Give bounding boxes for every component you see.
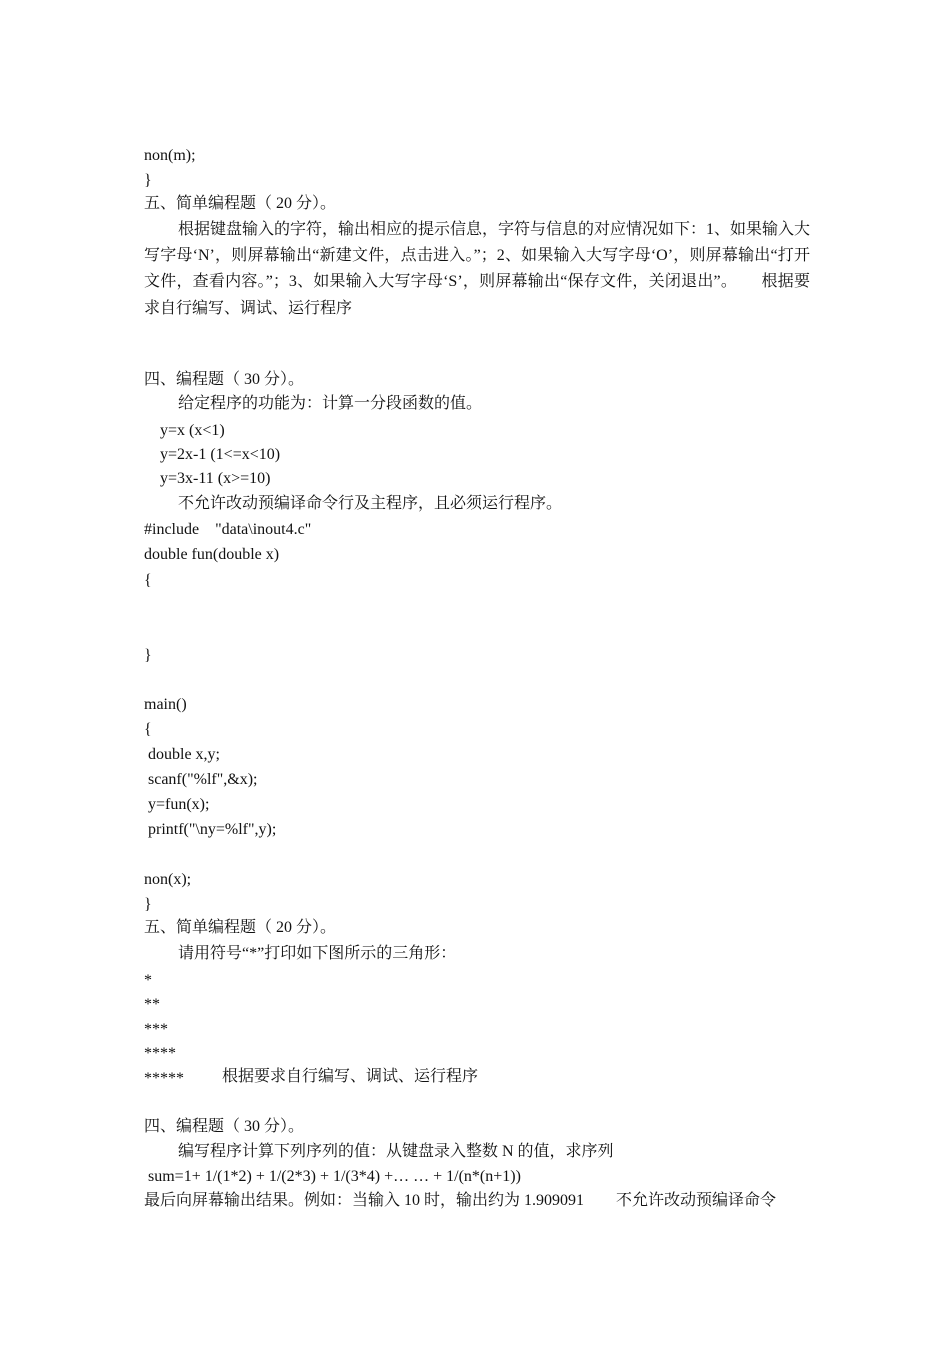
- problem-text: 最后向屏幕输出结果。例如：当输入 10 时，输出约为 1.909091 不允许改动预编译命令: [144, 1192, 777, 1209]
- code-line: printf("\ny=%lf",y);: [144, 821, 277, 838]
- triangle-row: ****: [144, 1045, 176, 1062]
- code-line: double x,y;: [144, 746, 220, 763]
- section-heading: 五、简单编程题（ 20 分）。: [144, 919, 337, 936]
- problem-intro: 请用符号“*”打印如下图所示的三角形：: [178, 945, 457, 962]
- triangle-row: *: [144, 972, 152, 989]
- triangle-row: *****: [144, 1070, 184, 1087]
- section-heading: 五、简单编程题（ 20 分）。: [144, 195, 337, 212]
- section-heading: 四、编程题（ 30 分）。: [144, 371, 305, 388]
- triangle-row: **: [144, 996, 160, 1013]
- formula-line: sum=1+ 1/(1*2) + 1/(2*3) + 1/(3*4) +… … + 1/(n*(n+1)): [144, 1168, 521, 1185]
- formula-line: y=x (x<1): [160, 422, 225, 439]
- code-line: y=fun(x);: [144, 796, 210, 813]
- code-line: non(m);: [144, 147, 196, 164]
- code-line: non(x);: [144, 871, 192, 888]
- code-line: main(): [144, 696, 187, 713]
- code-line: {: [144, 572, 152, 589]
- code-line: }: [144, 896, 152, 913]
- problem-intro: 给定程序的功能为：计算一分段函数的值。: [178, 395, 483, 412]
- formula-line: y=2x-1 (1<=x<10): [160, 446, 281, 463]
- problem-note: 不允许改动预编译命令行及主程序，且必须运行程序。: [178, 495, 563, 512]
- code-line: scanf("%lf",&x);: [144, 771, 258, 788]
- formula-line: y=3x-11 (x>=10): [160, 470, 271, 487]
- problem-tail: 根据要求自行编写、调试、运行程序: [222, 1068, 479, 1085]
- section-heading: 四、编程题（ 30 分）。: [144, 1118, 305, 1135]
- code-line: {: [144, 721, 152, 738]
- code-line: double fun(double x): [144, 546, 280, 563]
- code-line: }: [144, 647, 152, 664]
- problem-paragraph: 根据键盘输入的字符，输出相应的提示信息，字符与信息的对应情况如下：1、如果输入大写字母‘N’，则屏幕输出“新建文件，点击进入。”；2、如果输入大写字母‘O’，则屏幕输出“打开文件，查看内容。”；3、如果输入大写字母‘S’，则屏幕输出“保存文件，关闭退出”。 根据要求自行编写、调试、运行程序: [144, 221, 811, 317]
- triangle-row: ***: [144, 1021, 168, 1038]
- problem-intro: 编写程序计算下列序列的值：从键盘录入整数 N 的值，求序列: [178, 1143, 614, 1160]
- code-line: #include "data\inout4.c": [144, 521, 312, 538]
- code-line: }: [144, 172, 152, 189]
